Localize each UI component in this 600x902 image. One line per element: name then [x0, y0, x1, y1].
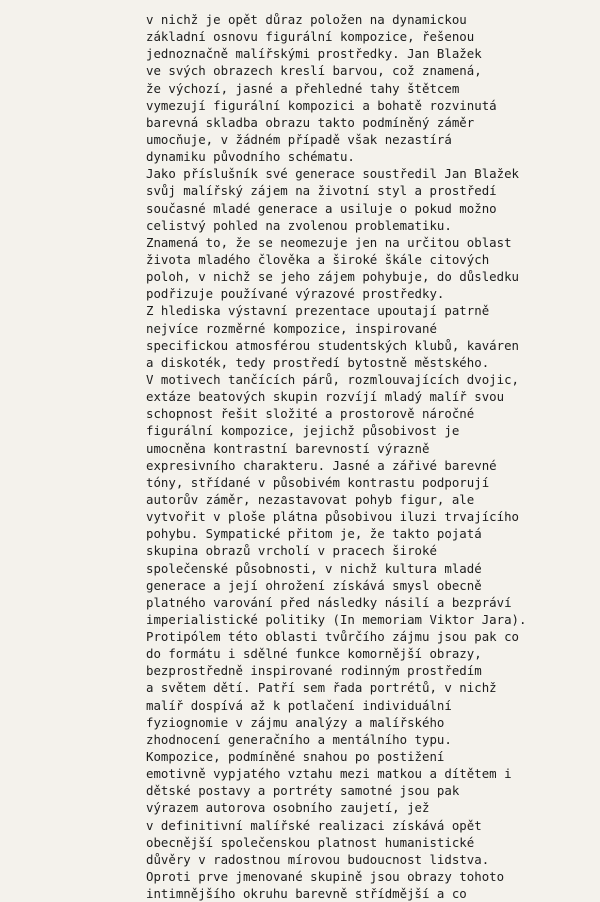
text-line: expresivního charakteru. Jasné a zářivé barevné	[146, 457, 497, 473]
text-line: barevná skladba obrazu takto podmíněný záměr	[146, 114, 475, 130]
text-line: bezprostředně inspirované rodinným prostředím	[146, 663, 482, 679]
text-line: Z hlediska výstavní prezentace upoutají patrně	[146, 303, 490, 319]
text-line: Protipólem této oblasti tvůrčího zájmu jsou pak co	[146, 629, 519, 645]
text-line: emotivně vypjatého vztahu mezi matkou a dítětem i	[146, 766, 512, 782]
body-text	[146, 11, 576, 902]
text-line: nejvíce rozměrné kompozice, inspirované	[146, 320, 437, 336]
text-line: zhodnocení generačního a mentálního typu.	[146, 731, 452, 747]
text-line: schopnost řešit složité a prostorově náročné	[146, 406, 475, 422]
text-line: celistvý pohled na zvolenou problematiku.	[146, 217, 452, 233]
text-line: specifickou atmosférou studentských klubů, kaváren	[146, 337, 519, 353]
text-line: do formátu i sdělné funkce komornější obrazy,	[146, 646, 482, 662]
text-line: vymezují figurální kompozici a bohatě rozvinutá	[146, 97, 497, 113]
text-line: ve svých obrazech kreslí barvou, což znamená,	[146, 63, 482, 79]
text-line: výrazem autorova osobního zaujetí, jež	[146, 800, 430, 816]
text-line: Kompozice, podmíněné snahou po postižení	[146, 749, 445, 765]
text-line: jednoznačně malířskými prostředky. Jan Blažek	[146, 46, 482, 62]
text-line: skupina obrazů vrcholí v pracech široké	[146, 543, 437, 559]
text-line: Oproti prve jmenované skupině jsou obrazy tohoto	[146, 869, 505, 885]
text-line: imperialistické politiky (In memoriam Viktor Jara).	[146, 611, 527, 627]
text-line: umocněna kontrastní barevností výrazně	[146, 440, 430, 456]
text-line: podřizuje používané výrazové prostředky.	[146, 286, 445, 302]
text-line: autorův záměr, nezastavovat pohyb figur, ale	[146, 491, 475, 507]
text-line: pohybu. Sympatické přitom je, že takto pojatá	[146, 526, 482, 542]
text-line: V motivech tančících párů, rozmlouvajících dvojic,	[146, 371, 519, 387]
text-line: života mladého člověka a široké škále citových	[146, 251, 490, 267]
text-line: poloh, v nichž se jeho zájem pohybuje, do důsledku	[146, 269, 519, 285]
text-line: dětské postavy a portréty samotné jsou pak	[146, 783, 460, 799]
text-line: Znamená to, že se neomezuje jen na určitou oblast	[146, 234, 512, 250]
text-line: a diskoték, tedy prostředí bytostně městského.	[146, 354, 490, 370]
text-line: základní osnovu figurální kompozice, řešenou	[146, 29, 475, 45]
text-line: generace a její ohrožení získává smysl obecně	[146, 577, 482, 593]
text-line: tóny, střídané v působivém kontrastu podporují	[146, 474, 490, 490]
text-line: že výchozí, jasné a přehledné tahy štětcem	[146, 80, 460, 96]
text-line: v definitivní malířské realizaci získává opět	[146, 817, 482, 833]
text-line: důvěry v radostnou mírovou budoucnost lidstva.	[146, 851, 490, 867]
text-line: dynamiku původního schématu.	[146, 149, 355, 165]
text-line: malíř dospívá až k potlačení individuální	[146, 697, 452, 713]
text-line: platného varování před následky násilí a bezpráví	[146, 594, 512, 610]
text-line: umocňuje, v žádném případě však nezastírá	[146, 131, 452, 147]
text-line: obecnější společenskou platnost humanistické	[146, 834, 475, 850]
text-line: vytvořit v ploše plátna působivou iluzi trvajícího	[146, 509, 519, 525]
text-line: v nichž je opět důraz položen na dynamickou	[146, 12, 467, 27]
text-line: fyziognomie v zájmu analýzy a malířského	[146, 714, 445, 730]
text-line: svůj malířský zájem na životní styl a prostředí	[146, 183, 497, 199]
text-line: společenské působnosti, v nichž kultura mladé	[146, 560, 482, 576]
text-line: intimnějšího okruhu barevně střídmější a co	[146, 886, 467, 902]
text-line: figurální kompozice, jejichž působivost je	[146, 423, 460, 439]
text-line: Jako příslušník své generace soustředil Jan Blažek	[146, 166, 519, 182]
text-line: a světem dětí. Patří sem řada portrétů, v nichž	[146, 680, 497, 696]
text-line: současné mladé generace a usiluje o pokud možno	[146, 200, 497, 216]
text-line: extáze beatových skupin rozvíjí mladý malíř svou	[146, 389, 505, 405]
